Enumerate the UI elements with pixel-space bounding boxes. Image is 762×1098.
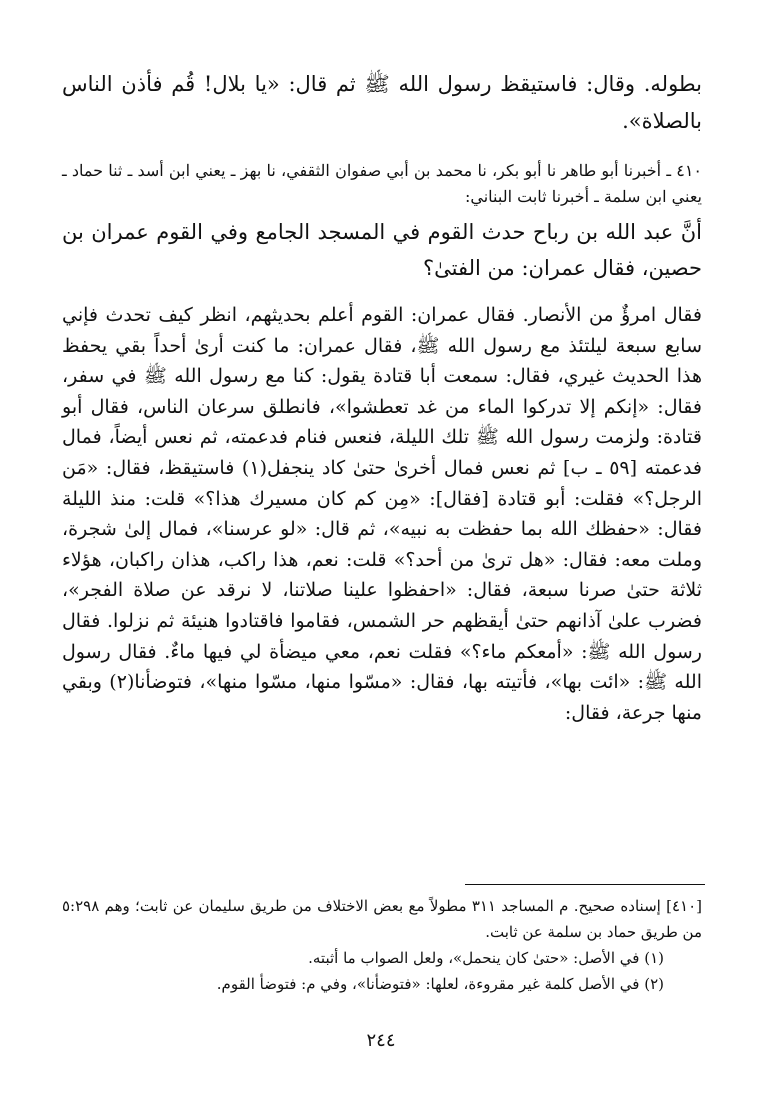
hadith-matn-body: فقال امرؤٌ من الأنصار. فقال عمران: القوم أعلم بحديثهم، انظر كيف تحدث فإني سابع سبعة ليلتئذ مع رسول الله ﷺ، فقال عمران: ما كنت أرىٰ أحداً بقي يحفظ هذا الحديث غيري، فقال: سمعت أبا قتادة يقول: كنا مع رسول الله ﷺ في سفر، فقال: «إنكم إلا تدركوا الماء من غد تعطشوا»، فانطلق سرعان الناس، فقال أبو قتادة: ولزمت رسول الله ﷺ تلك الليلة، فنعس فنام فدعمته، ثم نعس أيضاً، فمال فدعمته [٥٩ ـ ب] ثم نعس فمال أخرىٰ حتىٰ كاد ينجفل(١) فاستيقظ، فقال: «مَن الرجل؟» فقلت: أبو قتادة [فقال]: «مِن كم كان مسيرك هذا؟» قلت: منذ الليلة فقال: «حفظك الله بما حفظت به نبيه»، ثم قال: «لو عرسنا»، فمال إلىٰ شجرة، وملت معه: فقال: «هل ترىٰ من أحد؟» قلت: نعم، هذا راكب، هذان راكبان، هؤلاء ثلاثة حتىٰ صرنا سبعة، فقال: «احفظوا علينا صلاتنا، لا نرقد عن صلاة الفجر»، فضرب علىٰ آذانهم حتىٰ أيقظهم حر الشمس، فقاموا فاقتادوا هنيئة ثم نزلوا. فقال رسول الله ﷺ: «أمعكم ماء؟» فقلت نعم، معي ميضأة لي فيها ماءٌ. فقال رسول الله ﷺ: «ائت بها»، فأتيته بها، فقال: «مسّوا منها، مسّوا منها»، فتوضأنا(٢) وبقي منها جرعة، فقال: (62, 304, 702, 724)
main-text (62, 66, 702, 728)
footnote-1: (١) في الأصل: «حتىٰ كان ينحمل»، ولعل الصواب ما أثبته. (308, 949, 664, 967)
footnote-takhrij: [٤١٠] إسناده صحيح. م المساجد ٣١١ مطولاً مع بعض الاختلاف من طريق سليمان عن ثابت؛ وهم ٥:٢٩٨ من طريق حماد بن سلمة عن ثابت. (62, 897, 702, 941)
hadith-matn-opening: أنَّ عبد الله بن رباح حدث القوم في المسجد الجامع وفي القوم عمران بن حصين، فقال عمران: من الفتىٰ؟ (62, 220, 702, 280)
hadith-isnad-410: ٤١٠ ـ أخبرنا أبو طاهر نا أبو بكر، نا محمد بن أبي صفوان الثقفي، نا بهز ـ يعني ابن أسد ـ ثنا حماد ـ يعني ابن سلمة ـ أخبرنا ثابت البناني: (62, 161, 702, 206)
footnotes (62, 893, 702, 997)
footnote-divider (465, 884, 705, 885)
page-number: ٢٤٤ (366, 1030, 396, 1051)
footnote-2: (٢) في الأصل كلمة غير مقروءة، لعلها: «فتوضأنا»، وفي م: فتوضأ القوم. (216, 975, 664, 993)
paragraph-continuation: بطوله. وقال: فاستيقظ رسول الله ﷺ ثم قال: «يا بلال! قُم فأذن الناس بالصلاة». (62, 72, 702, 133)
